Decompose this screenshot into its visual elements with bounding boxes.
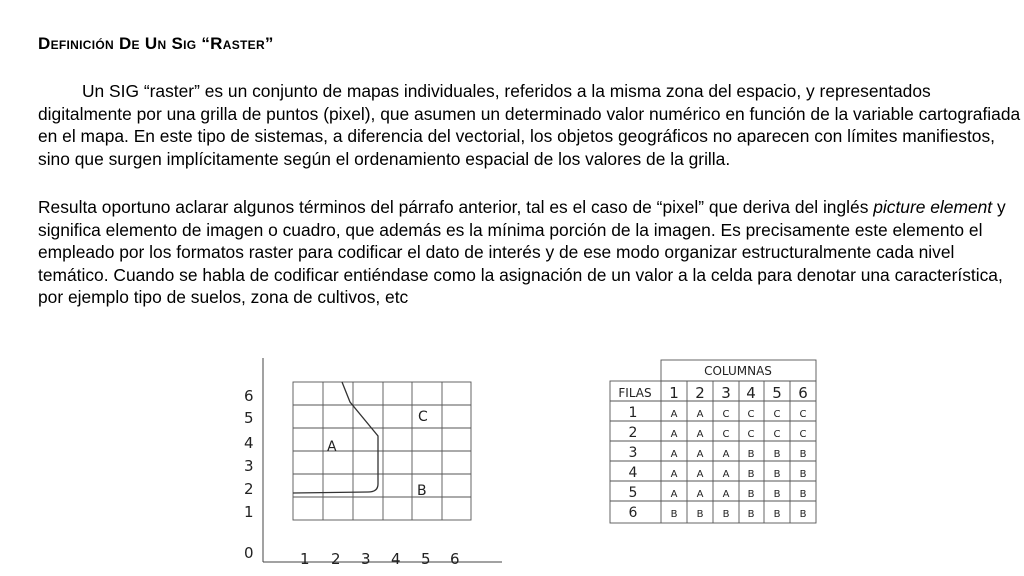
y-label: 1 <box>244 503 254 521</box>
grid-cells <box>293 382 471 520</box>
table-cell: B <box>747 469 755 480</box>
table-row-label: 1 <box>628 405 638 421</box>
y-label: 0 <box>244 544 254 562</box>
region-label-a: A <box>327 439 337 455</box>
table-cell: A <box>696 409 704 420</box>
table-cell: B <box>773 489 781 500</box>
table-cell: C <box>773 409 781 420</box>
region-label-b: B <box>417 483 427 499</box>
slide-title: Definición De Un Sig “Raster” <box>38 34 274 53</box>
table-cell: A <box>670 429 678 440</box>
table-cell: B <box>722 509 730 520</box>
paragraph-definition: Un SIG “raster” es un conjunto de mapas individuales, referidos a la misma zona del espacio, y representados digitalmente por una grilla de puntos (pixel), que asumen un determinado valor numérico en función de la variable cartografiada en el mapa. En este tipo de sistemas, a diferencia del vectorial, los objetos geográficos no aparecen con límites manifiestos, sino que surgen implícitamente según el ordenamiento espacial de los valores de la grilla. <box>38 81 1021 169</box>
table-cell: A <box>722 489 730 500</box>
table-column-label: 5 <box>772 384 782 402</box>
table-cell: B <box>696 509 704 520</box>
x-label: 1 <box>300 550 310 568</box>
table-header-filas: FILAS <box>618 386 652 400</box>
y-label: 3 <box>244 457 254 475</box>
table-column-label: 4 <box>746 384 756 402</box>
table-column-label: 3 <box>721 384 731 402</box>
table-column-label: 6 <box>798 384 808 402</box>
x-label: 2 <box>331 550 341 568</box>
table-cell: A <box>670 409 678 420</box>
table-cell: C <box>799 429 807 440</box>
table-cell: A <box>670 469 678 480</box>
paragraph-pixel-part1: Resulta oportuno aclarar algunos términos del párrafo anterior, tal es el caso de “pixel” que deriva del inglés <box>38 197 874 217</box>
table-cell: A <box>696 469 704 480</box>
table-cell: A <box>696 449 704 460</box>
y-label: 2 <box>244 480 254 498</box>
table-row-label: 3 <box>628 445 638 461</box>
y-label: 5 <box>244 409 254 427</box>
table-cell: A <box>722 449 730 460</box>
table-cell: B <box>799 449 807 460</box>
table-cell: A <box>670 489 678 500</box>
y-label: 4 <box>244 434 254 452</box>
table-cell: B <box>773 509 781 520</box>
table-cell: B <box>799 469 807 480</box>
table-cell: A <box>696 429 704 440</box>
table-lines <box>610 360 816 523</box>
table-cell: B <box>799 509 807 520</box>
paragraph-pixel <box>38 196 1022 309</box>
table-cell: C <box>747 409 755 420</box>
table-cell: C <box>773 429 781 440</box>
table-cell: B <box>773 469 781 480</box>
table-column-label: 1 <box>669 384 679 402</box>
table-cell: A <box>722 469 730 480</box>
table-cell: A <box>696 489 704 500</box>
table-cell: C <box>722 409 730 420</box>
table-row-label: 2 <box>628 425 638 441</box>
table-column-label: 2 <box>695 384 705 402</box>
table-cell: B <box>747 449 755 460</box>
table-cell: C <box>747 429 755 440</box>
region-label-c: C <box>418 409 428 425</box>
table-cell: B <box>747 489 755 500</box>
table-cell: C <box>799 409 807 420</box>
y-label: 6 <box>244 387 254 405</box>
paragraph-pixel-italic: picture element <box>873 197 993 217</box>
table-cell: B <box>670 509 678 520</box>
raster-grid-diagram <box>230 350 510 572</box>
x-label: 4 <box>391 550 401 568</box>
table-row-label: 5 <box>628 485 638 501</box>
x-label: 6 <box>450 550 460 568</box>
x-label: 3 <box>361 550 371 568</box>
raster-table <box>605 355 820 527</box>
table-cell: B <box>773 449 781 460</box>
table-cell: C <box>722 429 730 440</box>
table-row-label: 4 <box>628 465 638 481</box>
table-cell: A <box>670 449 678 460</box>
table-cell: B <box>799 489 807 500</box>
table-header-columnas: COLUMNAS <box>704 364 772 378</box>
table-cell: B <box>747 509 755 520</box>
table-row-label: 6 <box>628 505 638 521</box>
region-boundary <box>293 382 378 493</box>
x-label: 5 <box>421 550 431 568</box>
paragraph-pixel-part2: y significa elemento de imagen o cuadro, que además es la mínima porción de la imagen. Es precisamente este elemento el empleado por los formatos raster para codificar el dato de interés y de ese modo organizar estructuralmente cada nivel temático. Cuando se habla de codificar entiéndase como la asignación de un valor a la celda para denotar una característica, por ejemplo tipo de suelos, zona de cultivos, etc <box>38 197 1006 307</box>
